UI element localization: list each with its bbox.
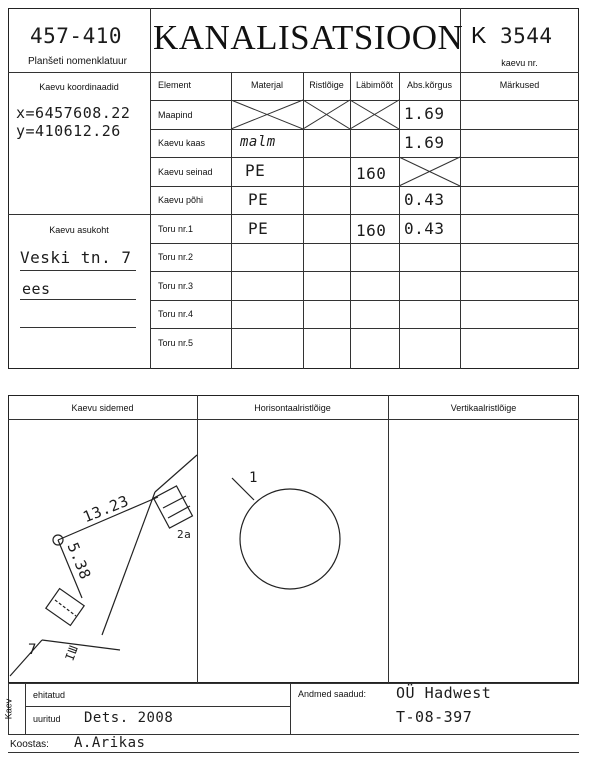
links-label: Kaevu sidemed (71, 403, 134, 413)
dimension-label: 13.23 (80, 491, 132, 527)
row-diameter: 160 (356, 221, 387, 240)
page-title: KANALISATSIOON (153, 18, 464, 57)
annotation: 2a (177, 528, 192, 541)
column-header: Element (158, 80, 192, 90)
data-source-ref: T-08-397 (396, 708, 473, 726)
row-element: Toru nr.5 (158, 338, 194, 348)
column-header: Abs.kõrgus (406, 80, 453, 90)
row-element: Kaevu seinad (158, 167, 213, 177)
row-abs-height: 1.69 (404, 133, 445, 152)
location-label: Kaevu asukoht (49, 225, 109, 235)
data-source-value: OÜ Hadwest (396, 684, 492, 702)
row-material: PE (248, 190, 269, 209)
row-material: malm (240, 134, 276, 150)
surveyed-label: uuritud (33, 714, 61, 724)
compiled-label: Koostas: (10, 739, 49, 750)
pipe-marker: 1 (249, 470, 258, 486)
annotation: 7 (28, 642, 37, 658)
row-material: PE (248, 219, 269, 238)
divider (25, 706, 290, 707)
well-label: kaevu nr. (501, 58, 538, 68)
location-line-2: ees (22, 280, 51, 298)
well-prefix: K (471, 22, 487, 48)
column-header: Ristlõige (309, 80, 344, 90)
horizontal-section-label: Horisontaalristlõige (254, 403, 331, 413)
dimension-label: 5.38 (63, 539, 95, 583)
row-element: Toru nr.1 (158, 224, 194, 234)
sheet-number: 457-410 (30, 24, 123, 48)
row-element: Toru nr.4 (158, 309, 194, 319)
row-diameter: 160 (356, 164, 387, 183)
divider (8, 683, 579, 684)
divider (25, 683, 26, 734)
annotation: IШ (62, 643, 81, 663)
row-material: PE (245, 161, 266, 180)
coordinate-x: x=6457608.22 (16, 104, 131, 122)
row-element: Toru nr.2 (158, 252, 194, 262)
row-abs-height: 1.69 (404, 104, 445, 123)
row-element: Maapind (158, 110, 193, 120)
data-source-label: Andmed saadud: (298, 689, 367, 699)
row-abs-height: 0.43 (404, 190, 445, 209)
compiled-value: A.Arikas (74, 735, 146, 751)
coordinates-label: Kaevu koordinaadid (39, 82, 119, 92)
row-element: Toru nr.3 (158, 281, 194, 291)
section-label-kaev: Kaev (3, 698, 14, 720)
vertical-section-label: Vertikaalristlõige (450, 403, 517, 413)
built-label: ehitatud (33, 690, 66, 700)
location-line-1: Veski tn. 7 (20, 248, 132, 267)
row-abs-height: 0.43 (404, 219, 445, 238)
coordinate-y: y=410612.26 (16, 122, 121, 140)
column-header: Läbimõõt (355, 80, 394, 90)
sheet-label: Planšeti nomenklatuur (28, 56, 127, 67)
column-header: Materjal (250, 80, 283, 90)
well-number: 3544 (500, 24, 553, 48)
column-header: Märkused (499, 80, 540, 90)
divider (290, 683, 291, 734)
divider (8, 752, 579, 753)
surveyed-value: Dets. 2008 (84, 710, 174, 726)
row-element: Kaevu põhi (158, 195, 204, 205)
row-element: Kaevu kaas (158, 138, 206, 148)
